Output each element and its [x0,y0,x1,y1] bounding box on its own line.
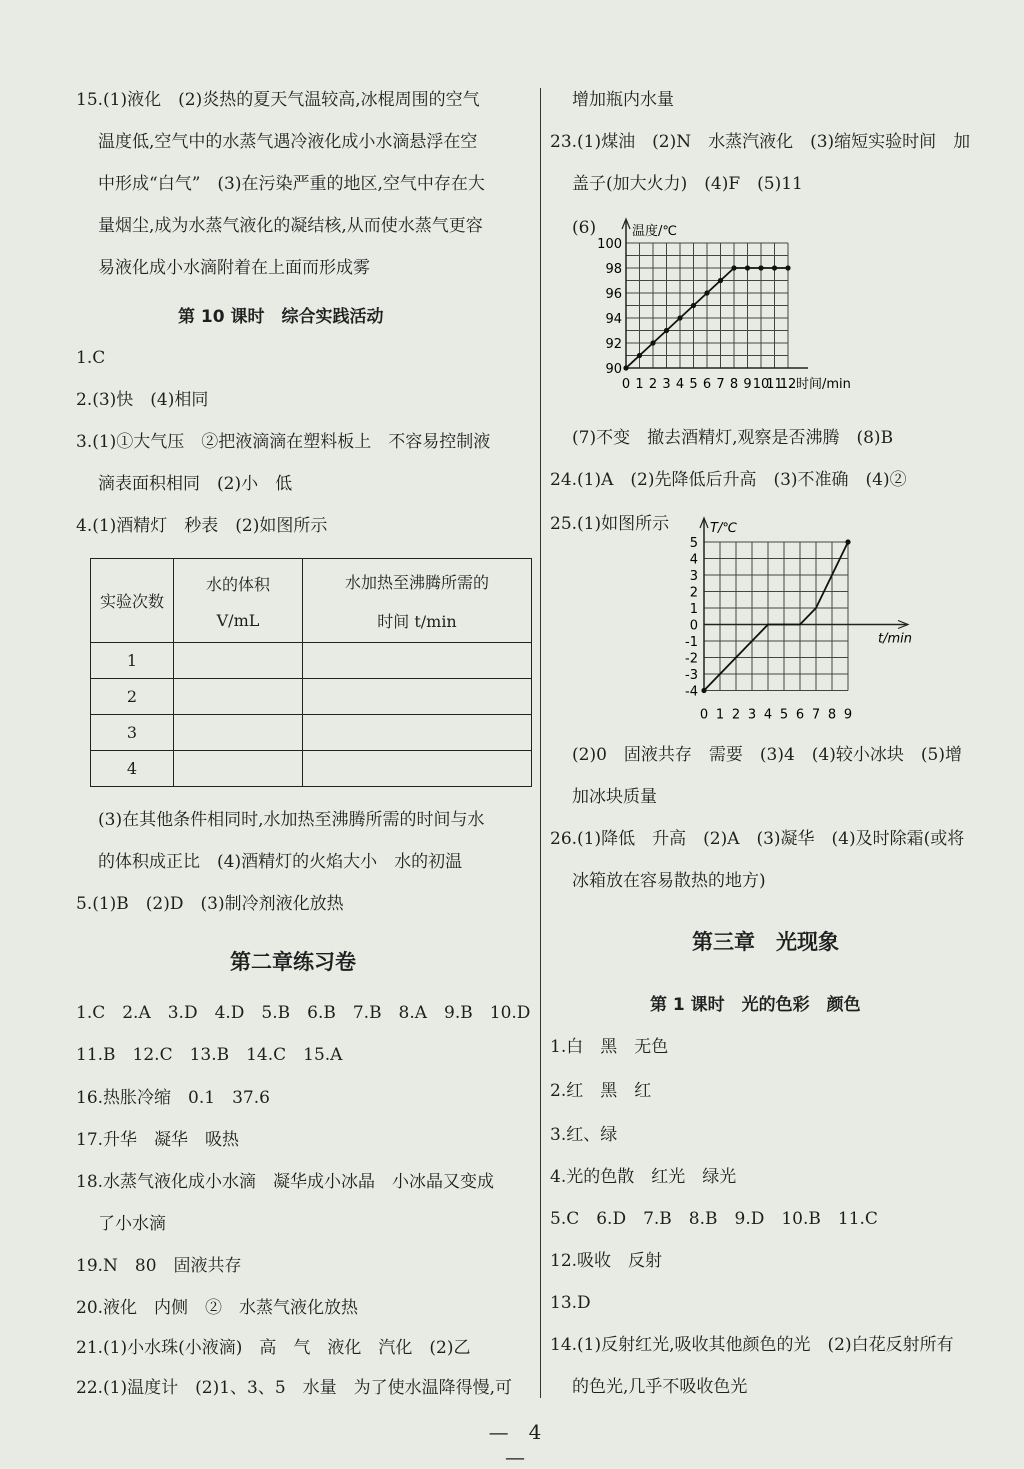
answer-line: 1.C 2.A 3.D 4.D 5.B 6.B 7.B 8.A 9.B 10.D [76,1003,531,1023]
boiling-temperature-chart [597,216,880,406]
ice-melting-chart [670,512,930,722]
table-row: 4 [91,751,174,787]
y-tick-label: -4 [685,684,698,700]
y-tick-label: 92 [605,337,622,352]
y-tick-label: 3 [689,569,698,584]
y-axis-label: T/℃ [710,521,737,536]
answer-line: 2.红 黑 红 [550,1081,652,1101]
volume-unit: V/mL [216,610,260,630]
x-tick-label: 10 [752,377,770,392]
x-tick-label: 2 [731,707,741,723]
x-tick-label: 2 [648,377,658,392]
x-tick-label: 5 [779,707,789,723]
x-tick-label: 3 [747,707,757,723]
page-number: — 4 — [488,1420,562,1469]
table-row: 2 [91,679,174,715]
answer-line: 21.(1)小水珠(小液滴) 高 气 液化 汽化 (2)乙 [76,1338,471,1358]
volume-label: 水的体积 [205,574,270,594]
q15-line-5: 易液化成小水滴附着在上面而形成雾 [98,258,370,278]
x-tick-label: 1 [715,707,725,723]
table-header-trial: 实验次数 [91,559,174,643]
answer-line: 3.(1)①大气压 ②把液滴滴在塑料板上 不容易控制液 [76,432,491,452]
q15-line-3: 中形成“白气” (3)在污染严重的地区,空气中存在大 [98,174,485,194]
table-row: 1 [91,643,174,679]
answer-line: 4.(1)酒精灯 秒表 (2)如图所示 [76,516,328,536]
answer-line: 23.(1)煤油 (2)N 水蒸汽液化 (3)缩短实验时间 加 [550,132,971,152]
y-tick-label: 96 [605,287,622,302]
data-point [704,290,709,295]
data-point [718,278,723,283]
x-axis-label: 时间/min [796,377,851,392]
x-tick-label: 4 [763,707,773,723]
answer-line: 了小水滴 [98,1214,166,1234]
x-tick-label: 6 [795,707,805,723]
y-tick-label: 100 [597,237,622,252]
table-header-volume [174,559,303,643]
x-tick-label: 0 [699,707,709,723]
answer-line: 18.水蒸气液化成小水滴 凝华成小冰晶 小冰晶又变成 [76,1172,495,1192]
data-point [637,353,642,358]
x-tick-label: 12 [779,377,797,392]
experiment-table [90,558,532,787]
answer-line: 增加瓶内水量 [572,90,674,110]
x-tick-label: 4 [675,377,685,392]
y-tick-label: 0 [689,618,698,634]
data-point [758,265,763,270]
x-tick-label: 6 [702,377,712,392]
x-tick-label: 7 [811,707,821,723]
x-tick-label: 7 [716,377,725,392]
data-point [650,340,655,345]
q15-line-4: 量烟尘,成为水蒸气液化的凝结核,从而使水蒸气更容 [98,216,483,236]
q15-line-1: 15.(1)液化 (2)炎热的夏天气温较高,冰棍周围的空气 [76,90,480,110]
answer-line: 14.(1)反射红光,吸收其他颜色的光 (2)白花反射所有 [550,1335,954,1355]
answer-line: 盖子(加大火力) (4)F (5)11 [572,174,803,194]
y-tick-label: 1 [689,602,698,617]
answer-line: 13.D [550,1293,591,1313]
y-axis-label: 温度/℃ [632,224,677,239]
answer-line: 的色光,几乎不吸收色光 [572,1377,748,1397]
x-tick-label: 9 [743,377,752,392]
answer-line: 1.白 黑 无色 [550,1037,669,1057]
answer-line: 11.B 12.C 13.B 14.C 15.A [76,1045,343,1065]
data-point [785,265,790,270]
answer-line: 16.热胀冷缩 0.1 37.6 [76,1088,270,1108]
answer-line: 5.(1)B (2)D (3)制冷剂液化放热 [76,894,344,914]
time-unit: 时间 t/min [377,611,457,631]
answer-line: 3.红、绿 [550,1125,618,1145]
lesson10-title: 第 10 课时 综合实践活动 [178,307,384,327]
y-tick-label: 4 [689,552,698,568]
answer-line: 24.(1)A (2)先降低后升高 (3)不准确 (4)② [550,470,907,490]
answer-line: 20.液化 内侧 ② 水蒸气液化放热 [76,1298,359,1318]
data-point [731,265,736,270]
data-point [691,303,696,308]
chapter2-title: 第二章练习卷 [230,950,356,974]
chapter3-title: 第三章 光现象 [692,930,839,954]
x-tick-label: 5 [689,377,698,392]
y-tick-label: 90 [605,362,622,377]
x-tick-label: 1 [635,377,644,392]
answer-line: 的体积成正比 (4)酒精灯的火焰大小 水的初温 [98,852,463,872]
x-tick-label: 9 [843,707,853,723]
y-tick-label: 98 [605,262,622,277]
answer-line: (3)在其他条件相同时,水加热至沸腾所需的时间与水 [98,810,485,830]
data-point [772,265,777,270]
answer-line: 1.C [76,348,106,368]
answer-line: 滴表面积相同 (2)小 低 [98,474,293,494]
data-point [664,328,669,333]
y-tick-label: 5 [689,536,698,551]
y-tick-label: 94 [605,312,622,327]
y-tick-label: -3 [685,668,698,683]
data-point [845,539,850,544]
answer-line: (2)0 固液共存 需要 (3)4 (4)较小冰块 (5)增 [572,745,962,765]
data-point [677,315,682,320]
answer-line: (7)不变 撤去酒精灯,观察是否沸腾 (8)B [572,428,894,448]
answer-line: 冰箱放在容易散热的地方) [572,871,766,891]
x-tick-label: 3 [662,377,671,392]
answer-line: 2.(3)快 (4)相同 [76,390,209,410]
data-point [701,688,706,693]
x-axis-label: t/min [878,631,912,647]
answer-line: 25.(1)如图所示 [550,514,670,534]
answer-line: 12.吸收 反射 [550,1251,663,1271]
answer-line: 加冰块质量 [572,787,657,807]
answer-line: 22.(1)温度计 (2)1、3、5 水量 为了使水温降得慢,可 [76,1378,513,1398]
answer-line: 4.光的色散 红光 绿光 [550,1167,737,1187]
x-tick-label: 0 [621,377,631,392]
data-point [745,265,750,270]
answer-line: 17.升华 凝华 吸热 [76,1130,240,1150]
data-point [623,365,628,370]
answer-line: 26.(1)降低 升高 (2)A (3)凝华 (4)及时除霜(或将 [550,829,965,849]
y-tick-label: 2 [689,585,698,601]
x-tick-label: 11 [766,377,783,392]
y-tick-label: -2 [685,651,698,667]
x-tick-label: 8 [827,707,837,723]
series-line [704,542,848,691]
x-tick-label: 8 [729,377,739,392]
answer-line: 5.C 6.D 7.B 8.B 9.D 10.B 11.C [550,1209,878,1229]
answer-line: 19.N 80 固液共存 [76,1256,242,1276]
y-tick-label: -1 [685,635,698,650]
table-header-time [303,559,532,643]
time-label: 水加热至沸腾所需的 [344,572,489,592]
q15-line-2: 温度低,空气中的水蒸气遇冷液化成小水滴悬浮在空 [98,132,478,152]
lesson1-title: 第 1 课时 光的色彩 颜色 [650,995,861,1015]
column-divider [540,88,541,1398]
label-6: (6) [572,218,597,238]
table-row: 3 [91,715,174,751]
